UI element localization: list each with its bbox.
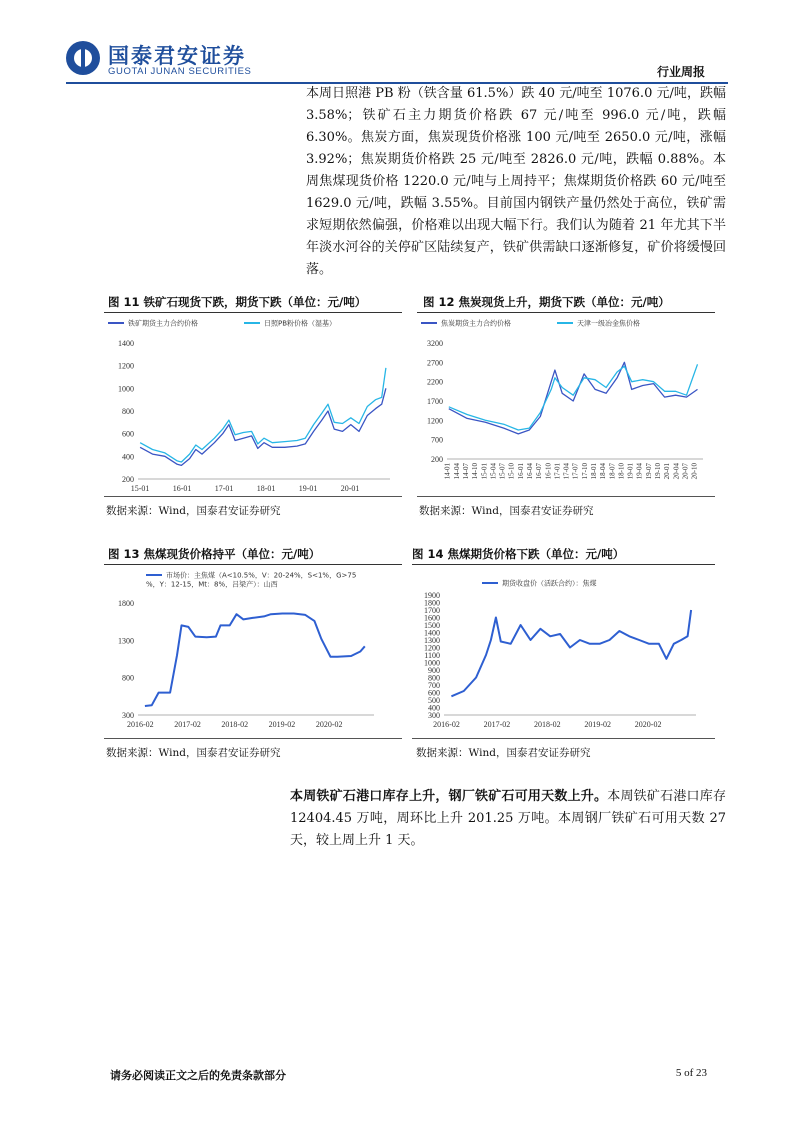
- x-tick-label: 17-04: [562, 463, 571, 480]
- x-tick-label: 2020-02: [634, 720, 662, 729]
- y-tick-label: 800: [428, 673, 440, 683]
- x-tick-label: 15-04: [489, 463, 498, 480]
- logo-icon: [66, 41, 100, 75]
- figure-14-source: 数据来源：Wind，国泰君安证券研究: [416, 747, 591, 759]
- x-tick-label: 2018-02: [221, 720, 249, 729]
- x-tick-label: 16-01: [516, 463, 525, 480]
- y-tick-label: 1200: [424, 643, 440, 653]
- y-tick-label: 1800: [424, 598, 440, 608]
- report-type: 行业周报: [656, 65, 705, 79]
- x-tick-label: 17-01: [214, 484, 234, 493]
- legend-label-1: 铁矿期货主力合约价格: [128, 319, 198, 328]
- series-line-2: [449, 364, 698, 430]
- x-tick-label: 15-01: [480, 463, 489, 480]
- brand-name-cn: 国泰君安证券: [108, 44, 246, 68]
- x-tick-label: 18-07: [608, 463, 617, 480]
- y-tick-label: 700: [428, 681, 440, 690]
- x-tick-label: 19-01: [298, 484, 318, 493]
- figure-13-source: 数据来源：Wind，国泰君安证券研究: [106, 747, 281, 759]
- figure-14-bottom-rule: [412, 738, 715, 739]
- figure-11-source: 数据来源：Wind，国泰君安证券研究: [106, 505, 281, 517]
- series-line-1: [140, 388, 386, 465]
- x-tick-label: 2018-02: [533, 720, 561, 729]
- y-tick-label: 200: [431, 455, 443, 464]
- x-tick-label: 15-10: [507, 463, 516, 480]
- x-tick-label: 2017-02: [174, 720, 201, 729]
- figure-11-chart: [104, 313, 402, 495]
- figure-13-bottom-rule: [104, 738, 402, 739]
- x-tick-label: 2020-02: [315, 720, 343, 729]
- x-tick-label: 20-07: [681, 463, 690, 480]
- y-tick-label: 1200: [427, 416, 443, 426]
- y-tick-label: 800: [122, 407, 134, 416]
- y-tick-label: 900: [428, 666, 440, 675]
- y-tick-label: 1500: [424, 621, 440, 630]
- y-tick-label: 1800: [118, 599, 134, 608]
- x-tick-label: 2016-02: [433, 720, 460, 729]
- footer-disclaimer: 请务必阅读正文之后的免责条款部分: [110, 1069, 286, 1082]
- x-tick-label: 15-01: [130, 484, 150, 493]
- x-tick-label: 14-01: [443, 463, 452, 480]
- y-tick-label: 500: [428, 696, 440, 705]
- x-tick-label: 2016-02: [127, 720, 154, 729]
- y-tick-label: 1600: [424, 613, 440, 623]
- x-tick-label: 19-10: [654, 463, 663, 480]
- legend-label-1: 期货收盘价（活跃合约）：焦煤: [502, 579, 597, 588]
- inventory-heading: 本周铁矿石港口库存上升，钢厂铁矿石可用天数上升。: [290, 789, 608, 804]
- y-tick-label: 700: [431, 435, 443, 445]
- y-tick-label: 1000: [118, 384, 134, 394]
- x-tick-label: 18-04: [599, 463, 608, 480]
- y-tick-label: 400: [122, 452, 134, 462]
- figure-11-title: 图 11 铁矿石现货下跌，期货下跌（单位：元/吨）: [108, 295, 367, 309]
- y-tick-label: 400: [428, 703, 440, 713]
- y-tick-label: 1100: [424, 651, 440, 660]
- x-tick-label: 16-01: [172, 484, 192, 493]
- x-tick-label: 16-04: [526, 463, 535, 480]
- x-tick-label: 14-10: [471, 463, 480, 480]
- x-tick-label: 19-07: [644, 463, 653, 480]
- figure-11-bottom-rule: [104, 496, 402, 497]
- y-tick-label: 3200: [427, 339, 443, 348]
- x-tick-label: 18-01: [256, 484, 276, 493]
- y-tick-label: 200: [122, 475, 134, 484]
- x-tick-label: 18-01: [590, 463, 599, 480]
- figure-12-title: 图 12 焦炭现货上升，期货下跌（单位：元/吨）: [423, 295, 670, 309]
- body-paragraph: 本周日照港 PB 粉（铁含量 61.5%）跌 40 元/吨至 1076.0 元/吨，跌幅 3.58%；铁矿石主力期货价格跌 67 元/吨至 996.0 元/吨，跌幅 6.30%。焦炭方面，焦炭现货价格涨 100 元/吨至 2650.0 元/吨，涨幅 3.92%；焦炭期货价格跌 25 元/吨至 2826.0 元/吨，跌幅 0.88%。本周焦煤现货价格 1220.0 元/吨与上周持平；焦煤期货价格跌 60 元/吨至 1629.0 元/吨，跌幅 3.55%。目前国内钢铁产量仍然处于高位，铁矿需求短期依然偏强，价格难以出现大幅下行。我们认为随着 21 年尤其下半年淡水河谷的关停矿区陆续复产，铁矿供需缺口逐渐修复，矿价将缓慢回落。: [306, 86, 726, 277]
- x-tick-label: 20-04: [672, 463, 681, 480]
- y-tick-label: 600: [122, 429, 134, 439]
- x-tick-label: 17-10: [580, 463, 589, 480]
- y-tick-label: 300: [428, 711, 440, 720]
- figure-14-title: 图 14 焦煤期货价格下跌（单位：元/吨）: [412, 547, 625, 561]
- y-tick-label: 800: [122, 673, 134, 683]
- x-tick-label: 19-04: [635, 463, 644, 480]
- x-tick-label: 15-07: [498, 463, 507, 480]
- x-tick-label: 19-01: [626, 463, 635, 480]
- x-tick-label: 20-01: [340, 484, 360, 493]
- figure-12-source: 数据来源：Wind，国泰君安证券研究: [419, 505, 594, 517]
- y-tick-label: 1400: [118, 339, 134, 348]
- y-tick-label: 1200: [118, 361, 134, 371]
- y-tick-label: 2200: [427, 377, 443, 387]
- y-tick-label: 1700: [427, 397, 443, 406]
- x-tick-label: 17-01: [553, 463, 562, 480]
- series-line-1: [449, 362, 698, 434]
- x-tick-label: 20-01: [663, 463, 672, 480]
- inventory-text: 本周铁矿石港口库存 12404.45 万吨，周环比上升 201.25 万吨。本周钢厂铁矿石可用天数 27 天，较上周上升 1 天。: [290, 789, 726, 848]
- legend-label-2: 天津一级冶金焦价格: [577, 319, 640, 328]
- x-tick-label: 2019-02: [268, 720, 296, 729]
- x-tick-label: 17-07: [571, 463, 580, 480]
- figure-14-chart: [412, 565, 715, 735]
- series-line-1: [451, 610, 691, 696]
- inventory-paragraph: [290, 786, 726, 852]
- y-tick-label: 1700: [424, 606, 440, 615]
- x-tick-label: 16-10: [544, 463, 553, 480]
- x-tick-label: 2017-02: [483, 720, 511, 729]
- figure-12-bottom-rule: [417, 496, 715, 497]
- series-line-2: [140, 368, 386, 462]
- x-tick-label: 20-10: [690, 463, 699, 480]
- legend-label-2: 日照PB粉价格（湿基）: [264, 319, 337, 328]
- y-tick-label: 1400: [424, 628, 440, 638]
- series-line-1: [145, 614, 365, 707]
- page-number: 5 of 23: [675, 1067, 707, 1079]
- y-tick-label: 2700: [427, 358, 443, 368]
- figure-13-title: 图 13 焦煤现货价格持平（单位：元/吨）: [108, 547, 321, 561]
- brand-name-en: GUOTAI JUNAN SECURITIES: [108, 66, 252, 77]
- x-tick-label: 14-07: [462, 463, 471, 480]
- x-tick-label: 2019-02: [584, 720, 612, 729]
- x-tick-label: 16-07: [535, 463, 544, 480]
- y-tick-label: 1000: [424, 658, 440, 668]
- legend-label-1: 焦炭期货主力合约价格: [441, 319, 511, 328]
- figure-12-chart: [417, 313, 715, 495]
- y-tick-label: 1900: [424, 591, 440, 600]
- y-tick-label: 600: [428, 688, 440, 698]
- legend-label-1: 市场价：主焦煤（A<10.5%，V：20-24%，S<1%，G>75 %，Y：12-15，Mt：8%，吕梁产）：山西: [146, 571, 357, 589]
- y-tick-label: 1300: [424, 636, 440, 645]
- figure-13-chart: [104, 565, 402, 735]
- x-tick-label: 18-10: [617, 463, 626, 480]
- x-tick-label: 14-04: [452, 463, 461, 480]
- y-tick-label: 300: [122, 711, 134, 720]
- y-tick-label: 1300: [118, 636, 134, 646]
